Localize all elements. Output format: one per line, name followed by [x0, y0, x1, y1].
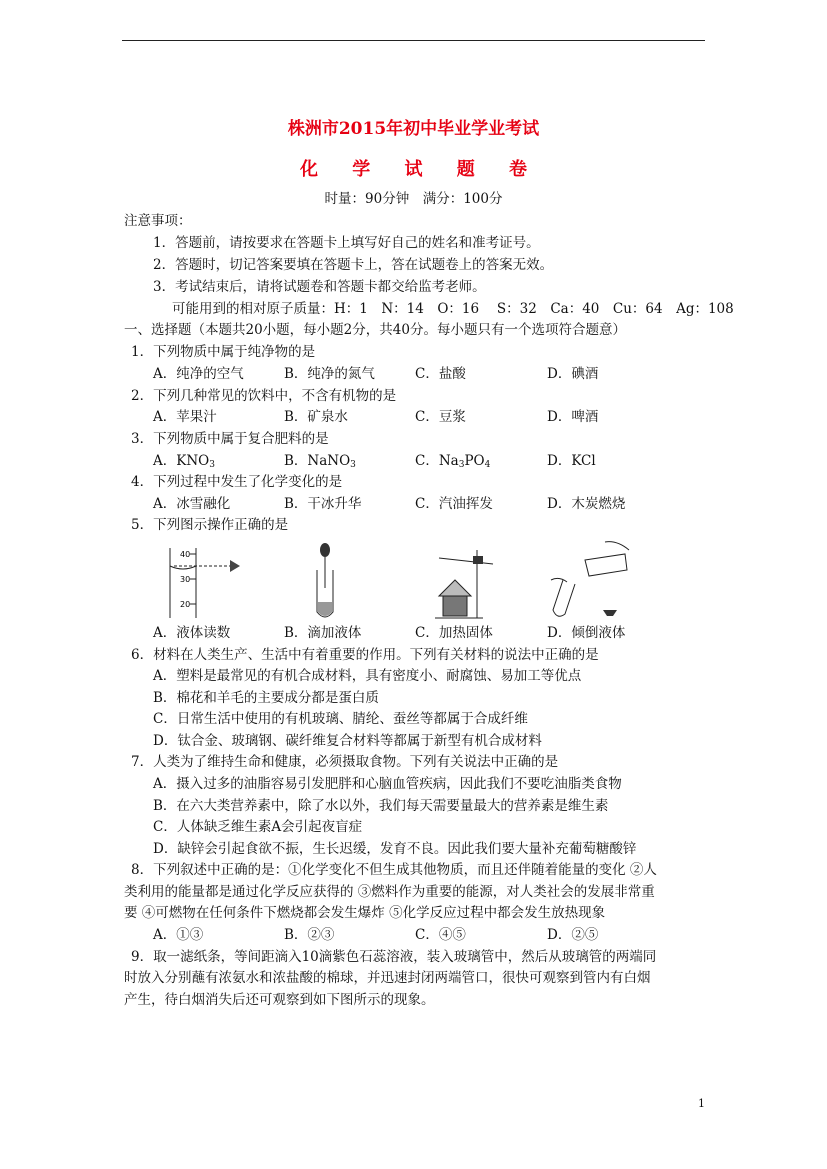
option: A．摄入过多的油脂容易引发肥胖和心脑血管疾病，因此我们不要吃油脂类食物 [153, 776, 622, 792]
question-stem: 1．下列物质中属于纯净物的是 [131, 344, 316, 360]
test-tube [553, 580, 575, 616]
option [415, 451, 490, 471]
option: C．日常生活中使用的有机玻璃、腈纶、蚕丝等都属于合成纤维 [153, 711, 528, 727]
option: D．倾倒液体 [547, 625, 626, 641]
formula-text: B．NaNO [284, 453, 351, 469]
figure-heating-solid [425, 540, 505, 622]
option: D．木炭燃烧 [547, 496, 626, 512]
question-stem: 5．下列图示操作正确的是 [131, 517, 289, 533]
option: D．钛合金、玻璃钢、碳纤维复合材料等都属于新型有机合成材料 [153, 733, 542, 749]
notice-item: 2．答题时，切记答案要填在答题卡上，答在试题卷上的答案无效。 [153, 257, 554, 273]
figure-pouring-liquid [545, 540, 635, 622]
option: A．①③ [153, 927, 204, 943]
option: B．干冰升华 [284, 496, 362, 512]
tick-label: 20 [180, 600, 191, 609]
formula-subscript: 3 [458, 460, 465, 470]
notice-item: 3．考试结束后，请将试题卷和答题卡都交给监考老师。 [153, 279, 486, 295]
option: D．②⑤ [547, 927, 599, 943]
option [153, 451, 215, 471]
tick-label: 40 [180, 550, 191, 559]
formula-text: PO [464, 453, 485, 469]
option: B．滴加液体 [284, 625, 362, 641]
option: C．汽油挥发 [415, 496, 493, 512]
option [284, 451, 356, 471]
question-stem: 8．下列叙述中正确的是：①化学变化不但生成其他物质，而且还伴随着能量的变化 ②人 [131, 862, 657, 878]
eye-icon [230, 560, 240, 572]
question-stem: 7．人类为了维持生命和健康，必须摄取食物。下列有关说法中正确的是 [131, 754, 559, 770]
option: C．④⑤ [415, 927, 466, 943]
option: D．缺锌会引起食欲不振，生长迟缓，发育不良。因此我们要大量补充葡萄糖酸锌 [153, 841, 637, 857]
flame [439, 580, 471, 596]
option: C．盐酸 [415, 366, 466, 382]
formula-text: A．KNO [153, 453, 210, 469]
option [547, 451, 596, 471]
atomic-masses: 可能用到的相对原子质量：H：1 N：14 O：16 S：32 Ca：40 Cu：64 Ag：108 [172, 301, 734, 317]
option: A．塑料是最常见的有机合成材料，具有密度小、耐腐蚀、易加工等优点 [153, 668, 582, 684]
question-stem: 2．下列几种常见的饮料中，不含有机物的是 [131, 388, 397, 404]
option: B．矿泉水 [284, 409, 348, 425]
alcohol-lamp [443, 596, 467, 616]
question-stem: 4．下列过程中发生了化学变化的是 [131, 474, 343, 490]
question-stem: 时放入分别蘸有浓氨水和浓盐酸的棉球，并迅速封闭两端管口，很快可观察到管内有白烟 [124, 970, 651, 986]
clamp [473, 556, 483, 564]
exam-title: 株洲市2015年初中毕业学业考试 [287, 119, 540, 139]
clamped-tube [439, 558, 493, 564]
hand-outline [605, 542, 629, 550]
figure-dropping-liquid [305, 540, 345, 622]
notice-heading: 注意事项： [124, 213, 192, 229]
page-number: 1 [698, 1097, 705, 1110]
meniscus [170, 566, 196, 569]
option: A．纯净的空气 [153, 366, 244, 382]
formula-subscript: 4 [484, 460, 491, 470]
question-stem: 类利用的能量都是通过化学反应获得的 ③燃料作为重要的能源，对人类社会的发展非常重 [124, 884, 655, 900]
option: B．棉花和羊毛的主要成分都是蛋白质 [153, 690, 379, 706]
option: A．冰雪融化 [153, 496, 231, 512]
stopper [603, 610, 617, 616]
option: A．苹果汁 [153, 409, 217, 425]
option: B．②③ [284, 927, 335, 943]
option: C．人体缺乏维生素A会引起夜盲症 [153, 819, 363, 835]
hand-outline [551, 578, 567, 582]
figure-liquid-reading [160, 540, 260, 622]
question-stem: 要 ④可燃物在任何条件下燃烧都会发生爆炸 ⑤化学反应过程中都会发生放热现象 [124, 905, 606, 921]
question-stem: 3．下列物质中属于复合肥料的是 [131, 431, 329, 447]
option: B．纯净的氮气 [284, 366, 375, 382]
option: C．豆浆 [415, 409, 466, 425]
option: B．在六大类营养素中，除了水以外，我们每天需要量最大的营养素是维生素 [153, 798, 609, 814]
option: D．碘酒 [547, 366, 599, 382]
dropper-bulb [320, 543, 330, 557]
formula-subscript: 3 [350, 460, 356, 470]
formula-text: D．KCl [547, 453, 596, 469]
section-heading: 一、选择题（本题共20小题，每小题2分，共40分。每小题只有一个选项符合题意） [124, 322, 626, 338]
liquid [318, 602, 332, 616]
reagent-bottle [585, 554, 627, 576]
tick-label: 30 [180, 575, 191, 584]
question-stem: 6．材料在人类生产、生活中有着重要的作用。下列有关材料的说法中正确的是 [131, 647, 599, 663]
option: C．加热固体 [415, 625, 493, 641]
notice-item: 1．答题前，请按要求在答题卡上填写好自己的姓名和准考证号。 [153, 235, 540, 251]
option: D．啤酒 [547, 409, 599, 425]
question-stem: 9．取一滤纸条，等间距滴入10滴紫色石蕊溶液，装入玻璃管中，然后从玻璃管的两端同 [131, 949, 657, 965]
header-rule [122, 40, 705, 41]
formula-text: C．Na [415, 453, 459, 469]
question-stem: 产生，待白烟消失后还可观察到如下图所示的现象。 [124, 992, 435, 1008]
exam-subtitle: 化 学 试 题 卷 [299, 159, 542, 180]
option: A．液体读数 [153, 625, 231, 641]
formula-subscript: 3 [209, 460, 215, 470]
time-info: 时量：90分钟 满分：100分 [324, 191, 503, 207]
